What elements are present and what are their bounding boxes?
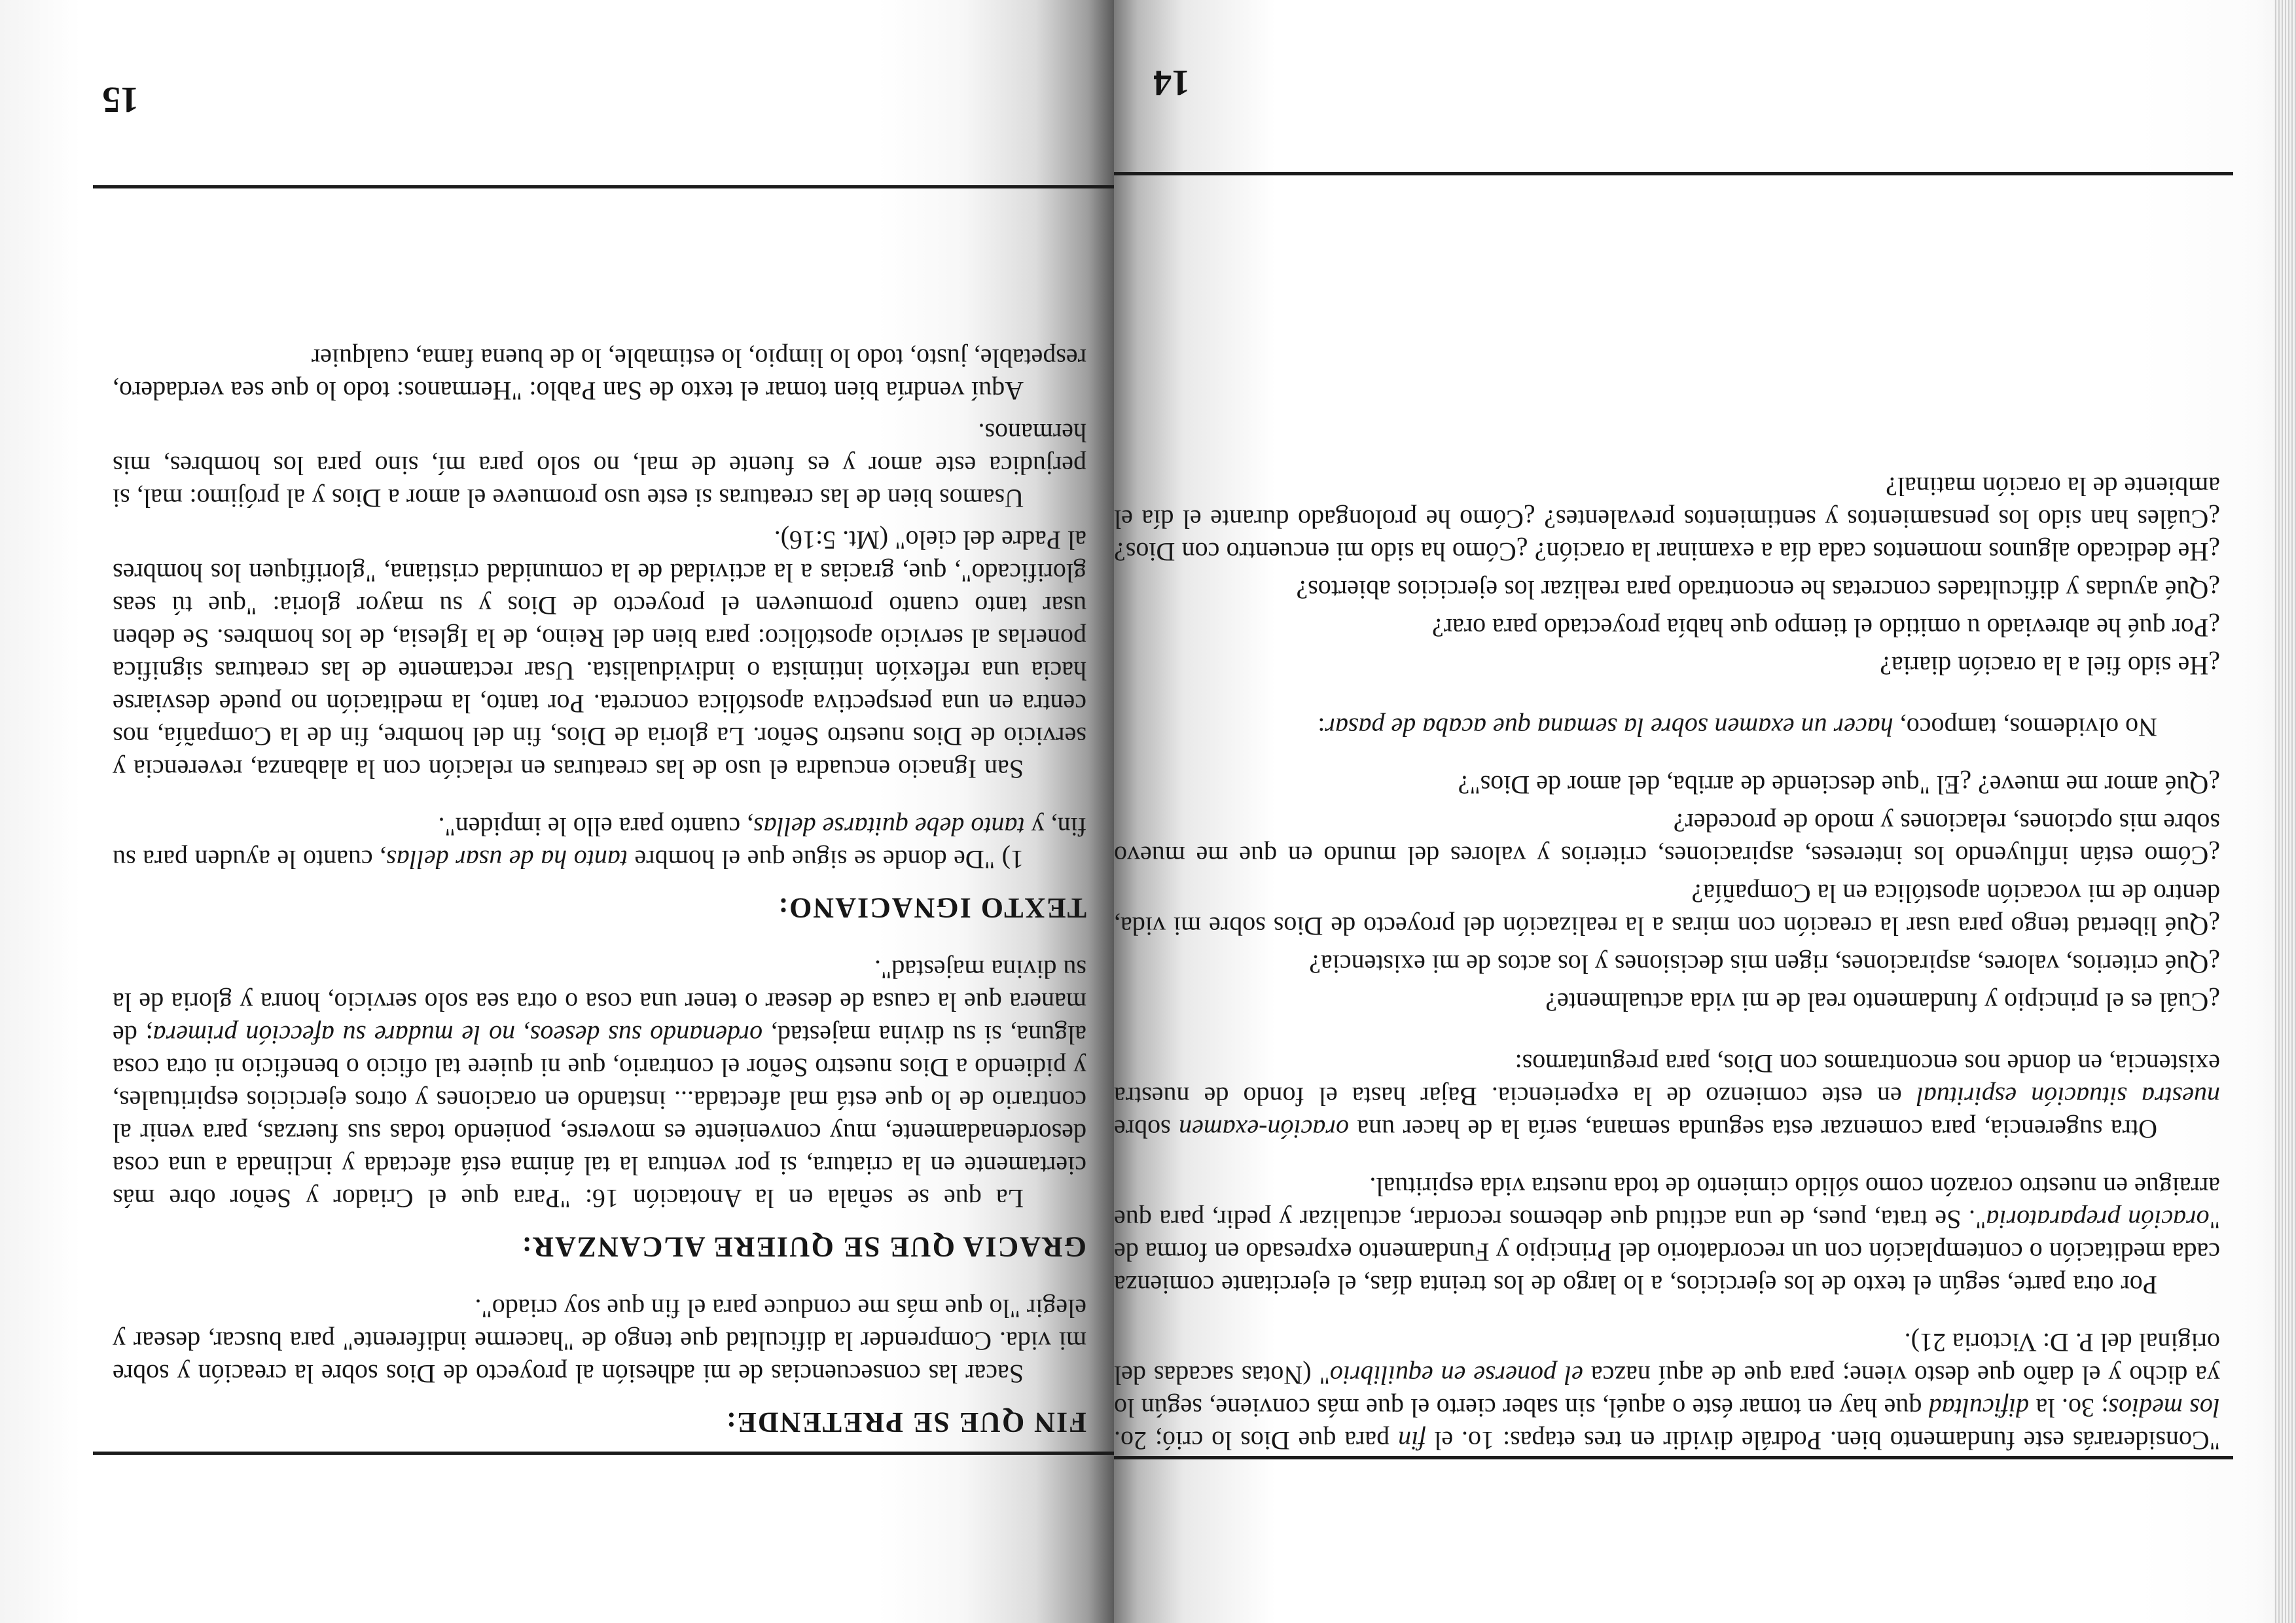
header-rule: [1114, 172, 2233, 175]
text-run: Por otra parte, según el texto de los ejercicios, a lo largo de los treinta días, el ejercitante comienza cada meditación o contemplación con un recordatorio del Principio y Fundamento expresado en forma de ": [1114, 1205, 2220, 1300]
italic-run: los medios: [2108, 1393, 2220, 1423]
usamos-paragraph: Usamos bien de las creaturas si este uso promueve el amor a Dios y al prójimo: mal, si perjudica este amor y es fuente de mal, no solo para mí, sino para los hombres, mis hermanos.: [113, 418, 1086, 513]
italic-run: el ponerse en equilibrio: [1329, 1361, 1583, 1390]
page-14-body: [1114, 470, 2220, 1457]
question: ¿He dedicado algunos momentos cada día a examinar la oración? ¿Cómo ha sido mi encuentro con Dios? ¿Cuáles han sido los pensamientos y sentimientos prevalentes? ¿Cómo he prolongado durante el día el ambiente de la oración matinal?: [1114, 472, 2220, 567]
footer-rule: [93, 1452, 1114, 1455]
text-run: " (Notas sacadas del original del P. D: Victoria 21).: [1114, 1328, 2220, 1390]
olvidemos-paragraph: [1114, 711, 2220, 743]
text-run: , cuanto para ello le impiden".: [438, 812, 754, 842]
question: ¿Qué criterios, valores, aspiraciones, rigen mis decisiones y los actos de mi existencia?: [1309, 950, 2220, 979]
question: ¿Cuál es el principio y fundamento real de mi vida actualmente?: [1545, 988, 2220, 1017]
italic-run: tanto ha de usar dellas: [386, 845, 628, 874]
sugerencia-paragraph: [1114, 1047, 2220, 1145]
question: ¿Cómo están influyendo los intereses, aspiraciones, criterios y valores del mundo en que me muevo sobre mis opciones, relaciones y modo de proceder?: [1114, 808, 2220, 870]
page-number: 15: [102, 79, 139, 120]
item-number: 1): [1001, 845, 1024, 874]
italic-run: fin: [1398, 1426, 1426, 1455]
italic-run: tanto debe quitarse dellas: [753, 812, 1025, 842]
text-run: :: [1318, 713, 1325, 742]
italic-run: oración preparatoria: [1986, 1205, 2210, 1234]
anotacion-paragraph: [113, 953, 1086, 1215]
question: ¿Qué amor me mueve? ¿El "que desciende de arriba, del amor de Dios"?: [1458, 770, 2220, 800]
text-run: ; 3o. la: [2029, 1393, 2109, 1423]
otra-parte-paragraph: [1114, 1170, 2220, 1301]
page-edge-stack: [2274, 0, 2296, 1623]
text-run: La que se señala en la Anotación 16: "Para que el Criador y Señor obre más ciertamente en la criatura, si por ventura la tal ánima está afectada y inclinada a una cosa desordenadamente, muy conveniente es moverse, poniendo todas sus fuerzas, para venir al contrario de lo que está mal afectada... instando en oraciones y otros ejercicios espirituales, y pidiendo a Dios nuestro Señor el contrario, que ni quiere tal oficio o beneficio ni otra cosa alguna, si su divina majestad,: [113, 1020, 1086, 1213]
question: ¿He sido fiel a la oración diaria?: [1880, 651, 2220, 681]
text-run: , cuanto le ayuden para su fin, y: [113, 812, 1086, 874]
donde-paragraph: [113, 810, 1086, 876]
page-15: [0, 0, 1114, 1623]
page-15-body: [113, 342, 1086, 1438]
text-run: sobre: [1114, 1115, 1179, 1144]
page-14: [1114, 0, 2296, 1623]
text-run: para que Dios lo crió; 2o.: [1113, 1426, 1399, 1455]
heading-texto: TEXTO IGNACIANO:: [777, 892, 1086, 924]
text-run: ; de manera que la causa de desear o tener una cosa o otra sea solo servicio, honra y gloria de la su divina majestad".: [112, 955, 1086, 1050]
text-run: en este comienzo de la experiencia. Bajar hasta el fondo de nuestra existencia, en donde nos encontramos con Dios, para preguntarnos:: [1113, 1049, 2220, 1111]
italic-run: hacer un examen sobre la semana que acaba de pasar: [1325, 713, 1893, 742]
heading-fin: FIN QUE SE PRETENDE:: [725, 1406, 1086, 1438]
question: ¿Por qué he abreviado u omitido el tiempo que había proyectado para orar?: [1432, 613, 2220, 643]
italic-run: dificultad: [1928, 1393, 2030, 1423]
text-run: No olvidemos, tampoco,: [1893, 713, 2157, 742]
page-number: 14: [1153, 62, 1190, 103]
san-ignacio-paragraph: San Ignacio encuadra el uso de las creaturas en relación con la alabanza, reverencia y servicio de Dios nuestro Señor. La gloria de Dios, fin del hombre, fin de la Compañía, nos centra en una perspectiva apostólica concreta. Por tanto, la meditación no puede desviarse hacia una reflexión intimista o individualista. Usar rectamente de las creaturas significa ponerlas al servicio apostólico: para bien del Reino, de la Iglesia, de los hombres. Se deben usar tanto cuanto promueven el proyecto de Dios y su mayor gloria: "que tú seas glorificado", que, gracias a la actividad de la comunidad cristiana, "glorifiquen los hombres al Padre del cielo" (Mt. 5:16).: [113, 526, 1086, 784]
heading-gracia: GRACIA QUE SE QUIERE ALCANZAR:: [520, 1231, 1086, 1263]
text-run: "De donde se sigue que el hombre: [628, 845, 1002, 874]
text-run: "Considerarás este fundamento bien. Podrále dividir en tres etapas: 1o. el: [1426, 1426, 2220, 1455]
italic-run: nuestra situación espiritual: [1916, 1082, 2220, 1111]
italic-run: ordenando sus deseos, no le mudare su afección primera: [152, 1020, 763, 1050]
text-run: ". Se trata, pues, de una actitud que debemos recordar, actualizar y pedir, para que arraigue en nuestro corazón como sólido cimiento de toda nuestra vida espiritual.: [1113, 1172, 2220, 1234]
text-run: que hay en tomar éste o aquél, sin saber cierto el que más conviene, según lo ya dicho y el daño que desto viene; para que de aquí nazca: [1113, 1361, 2220, 1423]
header-rule: [93, 185, 1114, 188]
text-run: Otra sugerencia, para comenzar esta segunda semana, sería la de hacer una: [1348, 1115, 2157, 1144]
question: ¿Qué libertad tengo para usar la creación con miras a la realización del proyecto de Dios sobre mi vida, dentro de mi vocación apostólica en la Compañía?: [1114, 879, 2220, 941]
quote-paragraph: [1114, 1326, 2220, 1457]
aqui-paragraph: Aquí vendría bien tomar el texto de San Pablo: "Hermanos: todo lo que sea verdadero, respetable, justo, todo lo limpio, lo estimable, lo de buena fama, cualquier: [113, 344, 1086, 406]
sacar-paragraph: Sacar las consecuencias de mi adhesión al proyecto de Dios sobre la creación y sobre mi vida. Comprender la dificultad que tengo de "hacerme indiferente" para buscar, desear y elegir "lo que más me conduce para el fin que soy criado".: [113, 1294, 1086, 1389]
question: ¿Qué ayudas y dificultades concretas he encontrado para realizar los ejercicios abiertos?: [1296, 575, 2220, 605]
italic-run: oración-examen: [1179, 1115, 1349, 1144]
